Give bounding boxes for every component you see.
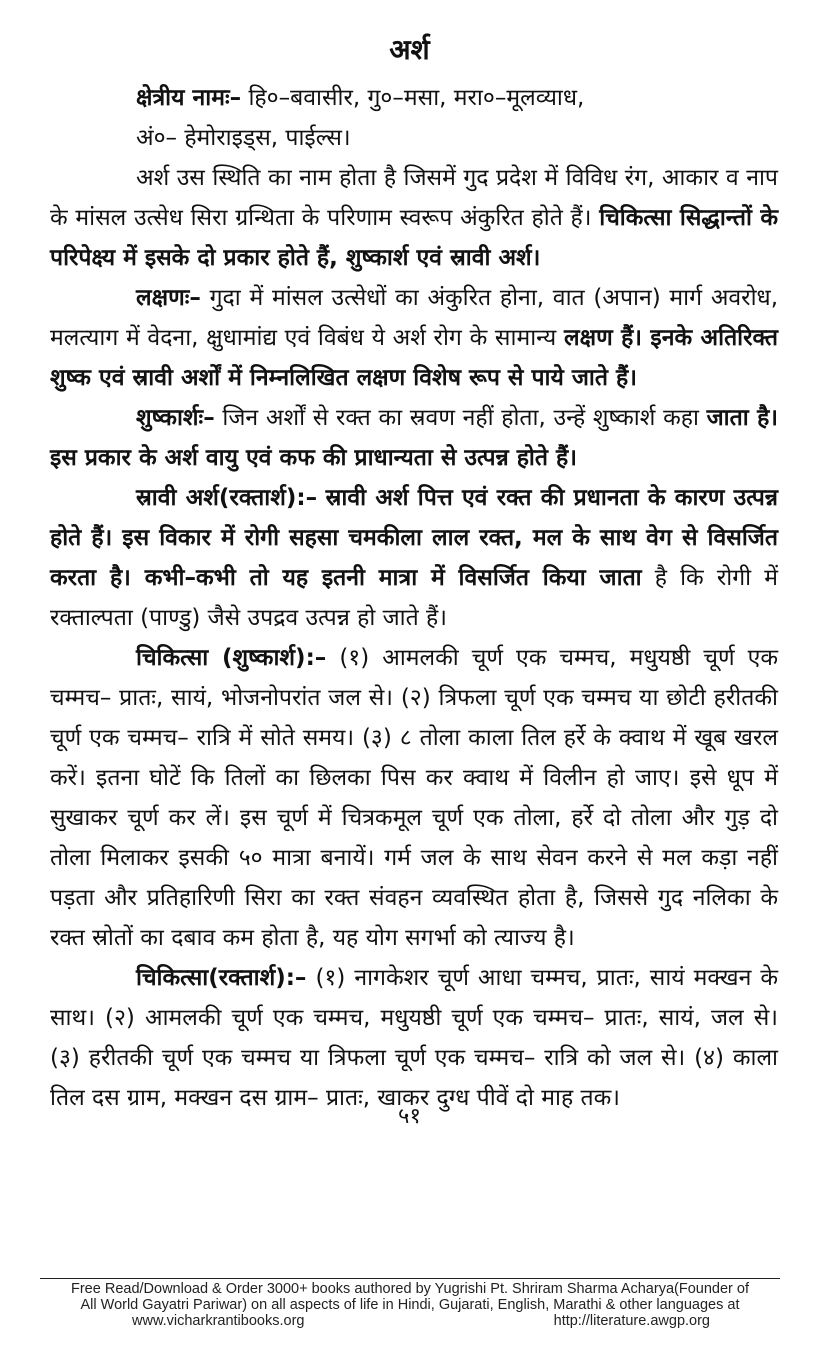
page-title: अर्श — [389, 33, 430, 66]
treatment-bleeding-paragraph — [50, 958, 778, 1118]
dry-piles-text: जिन अर्शों से रक्त का स्रवण नहीं होता, उन्हें शुष्कार्श कहा — [222, 405, 699, 431]
footer-divider — [40, 1278, 780, 1279]
regional-names-label: क्षेत्रीय नामः– — [136, 85, 242, 111]
intro-paragraph — [50, 158, 778, 278]
bleeding-piles-bold-text: स्रावी अर्श पित्त एवं रक्त की प्रधानता के कारण उत्पन्न होते हैं। इस विकार में रोगी सहसा चमकीला लाल रक्त, मल के साथ वेग से विसर्जित करता है। कभी–कभी तो यह इतनी मात्रा में विसर्जित किया जाता — [50, 485, 778, 591]
footer-line1: Free Read/Download & Order 3000+ books authored by Yugrishi Pt. Shriram Sharma Acharya(Founder of — [71, 1281, 749, 1297]
treatment-dry-text: (१) आमलकी चूर्ण एक चम्मच, मधुयष्ठी चूर्ण एक चम्मच– प्रातः, सायं, भोजनोपरांत जल से। (२) त्रिफला चूर्ण एक चम्मच या छोटी हरीतकी चूर्ण एक चम्मच– रात्रि में सोते समय। (३) ८ तोला काला तिल हर्रे के क्वाथ में खूब खरल करें। इतना घोटें कि तिलों का छिलका पिस कर क्वाथ में विलीन हो जाए। इसे धूप में सुखाकर चूर्ण कर लें। इस चूर्ण में चित्रकमूल चूर्ण एक तोला, हर्रे दो तोला और गुड़ दो तोला मिलाकर इसकी ५० मात्रा बनायें। गर्म जल के साथ सेवन करने से मल कड़ा नहीं पड़ता और प्रतिहारिणी सिरा का रक्त संवहन व्यवस्थित होता है, जिससे गुद नलिका के रक्त स्रोतों का दबाव कम होता है, यह योग सगर्भा को त्याज्य है। — [50, 645, 778, 951]
bleeding-piles-text: है कि रोगी में रक्ताल्पता (पाण्डु) जैसे उपद्रव उत्पन्न हो जाते हैं। — [50, 565, 778, 631]
treatment-bleeding-label: चिकित्सा(रक्तार्श):– — [136, 965, 307, 991]
intro-bold-text: चिकित्सा सिद्धान्तों के परिपेक्ष्य में इसके दो प्रकार होते हैं, शुष्कार्श एवं स्रावी अर्श। — [50, 205, 779, 271]
footer — [40, 1281, 780, 1329]
symptoms-bold-text: लक्षण हैं। इनके अतिरिक्त शुष्क एवं स्रावी अर्शों में निम्नलिखित लक्षण विशेष रूप से पाये जाते हैं। — [50, 325, 778, 391]
symptoms-text: गुदा में मांसल उत्सेधों का अंकुरित होना, वात (अपान) मार्ग अवरोध, मलत्याग में वेदना, क्षुधामांद्य एवं विबंध ये अर्श रोग के सामान्य — [50, 285, 779, 351]
dry-piles-paragraph — [50, 398, 778, 478]
treatment-bleeding-text: (१) नागकेशर चूर्ण आधा चम्मच, प्रातः, सायं मक्खन के साथ। (२) आमलकी चूर्ण एक चम्मच, मधुयष्ठी चूर्ण एक चम्मच– प्रातः, सायं, जल से। (३) हरीतकी चूर्ण एक चम्मच या त्रिफला चूर्ण एक चम्मच– रात्रि को जल से। (४) काला तिल दस ग्राम, मक्खन दस ग्राम– प्रातः, खाकर दुग्ध पीवें दो माह तक। — [50, 965, 779, 1111]
regional-names — [50, 78, 778, 158]
footer-link-awgp[interactable]: http://literature.awgp.org — [553, 1313, 710, 1329]
dry-piles-label: शुष्कार्शः– — [136, 405, 215, 431]
footer-link-vicharkranti[interactable]: www.vicharkrantibooks.org — [132, 1313, 305, 1329]
symptoms-label: लक्षणः– — [136, 285, 201, 311]
page-number: ५१ — [398, 1104, 421, 1129]
bleeding-piles-paragraph — [50, 478, 778, 638]
footer-line2: All World Gayatri Pariwar) on all aspects of life in Hindi, Gujarati, English, Marathi & other languages at — [80, 1297, 740, 1313]
treatment-dry-label: चिकित्सा (शुष्कार्श):– — [136, 645, 327, 671]
dry-piles-bold-text: जाता है। इस प्रकार के अर्श वायु एवं कफ की प्राधान्यता से उत्पन्न होते हैं। — [50, 405, 779, 471]
symptoms-paragraph — [50, 278, 778, 398]
article-body — [50, 78, 778, 1118]
footer-links — [40, 1313, 780, 1329]
regional-names-line2: अं०– हेमोराइड्स, पाईल्स। — [136, 125, 351, 151]
bleeding-piles-label: स्रावी अर्श(रक्तार्श):– — [136, 485, 318, 511]
regional-names-line1: हि०–बवासीर, गु०–मसा, मरा०–मूलव्याध, — [248, 85, 585, 111]
treatment-dry-paragraph — [50, 638, 778, 958]
intro-text: अर्श उस स्थिति का नाम होता है जिसमें गुद प्रदेश में विविध रंग, आकार व नाप के मांसल उत्सेध सिरा ग्रन्थिता के परिणाम स्वरूप अंकुरित होते हैं। — [50, 165, 778, 231]
